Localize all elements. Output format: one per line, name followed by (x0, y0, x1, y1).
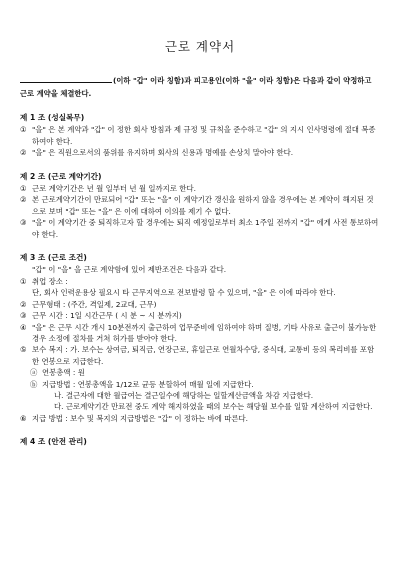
item-number: ④ (20, 322, 27, 332)
item-number: ⑤ (20, 345, 27, 355)
article-3-item-3 (20, 310, 380, 321)
article-3-item-5-a (20, 367, 380, 378)
article-3-item-6 (20, 413, 380, 424)
item-text: 보수 복지 : 가. 보수는 상여금, 퇴직금, 연장근로, 휴일근로 연월차수당, 중식대, 교통비 등의 복리비를 포함한 연봉으로 지급한다. (32, 345, 375, 366)
article-3-lead: "갑" 이 "을" 을 근로 계약함에 있어 제반조건은 다음과 같다. (32, 265, 227, 275)
item-number: ② (20, 148, 27, 158)
document-title: 근로 계약서 (164, 39, 236, 54)
item-number: ③ (20, 311, 27, 321)
item-text: 본 근로계약기간이 만료되어 "갑" 또는 "을" 이 계약기간 갱신을 원하지 않을 경우에는 본 계약이 해지된 것으로 보며 "갑" 또는 "을" 은 이에 대하여 이의를 제기 수 없다. (32, 195, 374, 216)
item-text: 근무 시간 : 1일 시간근무 ( 시 분 ~ 시 분까지) (32, 311, 182, 321)
employer-name-blank (20, 74, 112, 83)
intro-text: (이하 "갑" 이라 칭함)과 피고용인(이하 "을" 이라 칭함)은 다음과 같이 약정하고 근로 계약을 체결한다. (20, 76, 372, 98)
article-3-item-1 (20, 276, 380, 287)
item-text: "을" 은 근무 시간 개시 10분전까지 출근하여 업무준비에 임하여야 하며 질병, 기타 사유로 출근이 불가능한 경우 소정에 절차를 거쳐 허가를 받아야 한다. (32, 322, 377, 343)
sub-item-text: 연봉총액 : 원 (42, 368, 85, 378)
article-3-item-5 (20, 344, 380, 367)
article-1-item-2 (20, 147, 380, 158)
article-1-item-1 (20, 124, 380, 147)
item-number: ② (20, 195, 27, 205)
article-3-item-2 (20, 299, 380, 310)
article-3-item-5-da: 다. 근로계약기간 만료전 중도 계약 해지하였을 때의 보수는 해당월 보수를 일할 계산하여 지급한다. (54, 402, 373, 412)
article-2-heading: 제 2 조 (근로 계약기간) (20, 171, 102, 181)
item-text: "을" 은 본 계약과 "갑" 이 정한 회사 방침과 제 규정 및 규칙을 준수하고 "갑" 의 지시 인사명령에 절대 복종하여야 한다. (32, 125, 376, 146)
article-2-item-3 (20, 217, 380, 240)
article-3-item-5-b (20, 379, 380, 390)
article-3-item-4 (20, 322, 380, 345)
item-number: ① (20, 184, 27, 194)
intro-paragraph (20, 74, 380, 100)
item-text: 취업 장소 : (32, 276, 68, 286)
sub-item-number: ⓐ (30, 368, 38, 378)
item-number: ① (20, 276, 27, 286)
item-text: "을" 은 직원으로서의 품위를 유지하며 회사의 신용과 명예를 손상치 말아야 한다. (32, 148, 294, 158)
sub-item-text: 지급방법 : 연봉총액을 1/12로 균등 분할하여 매월 일에 지급한다. (42, 379, 254, 389)
article-3-heading: 제 3 조 (근로 조건) (20, 253, 87, 263)
item-number: ② (20, 299, 27, 309)
article-2-item-1 (20, 183, 380, 194)
item-text: 지급 방법 : 보수 및 복지의 지급방법은 "갑" 이 정하는 바에 따른다. (32, 413, 248, 423)
sub-item-number: ⓑ (30, 379, 38, 389)
article-3-item-1-detail: 단, 회사 인력운용상 필요시 타 근무지역으로 전보발령 할 수 있으며, "을" 은 이에 따라야 한다. (32, 288, 336, 298)
article-3-item-5-na: 나. 결근자에 대한 월급여는 결근일수에 해당하는 일할계산금액을 차감 지급한다. (54, 390, 314, 400)
article-1-heading: 제 1 조 (성실복무) (20, 113, 85, 122)
article-2-item-2 (20, 194, 380, 217)
article-4-heading: 제 4 조 (안전 관리) (20, 437, 87, 447)
item-number: ⑥ (20, 413, 27, 423)
item-number: ③ (20, 218, 27, 228)
item-text: 근무형태 : (주간, 격일제, 2교대, 근무) (32, 299, 157, 309)
item-number: ① (20, 125, 27, 135)
item-text: "을" 이 계약기간 중 퇴직하고자 할 경우에는 퇴직 예정일로부터 최소 1주일 전까지 "갑" 에게 사전 통보하여야 한다. (32, 218, 379, 239)
item-text: 근로 계약기간은 년 월 일부터 년 월 일까지로 한다. (32, 184, 196, 194)
